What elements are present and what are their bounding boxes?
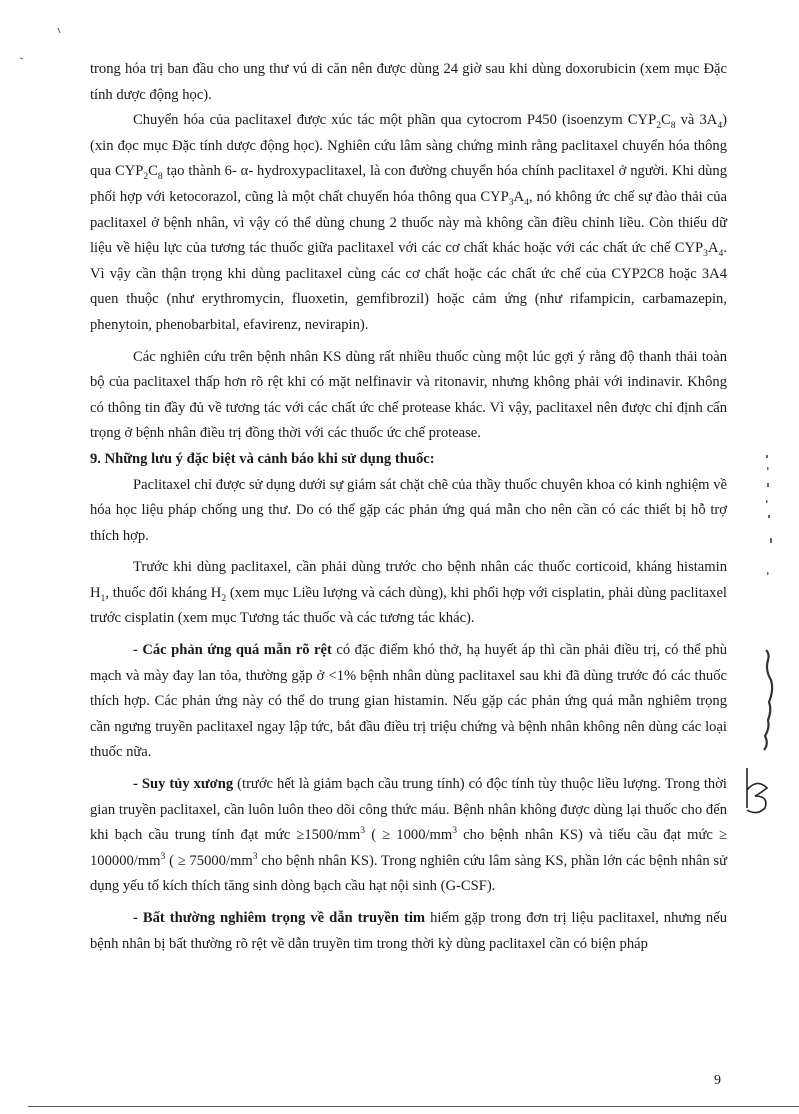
term-bone-marrow: - Suy tủy xương	[133, 776, 234, 793]
bottom-rule	[28, 1106, 799, 1107]
term-hypersensitivity: - Các phản ứng quá mẫn rõ rệt	[133, 642, 332, 659]
margin-handwriting	[764, 650, 772, 750]
page-number: 9	[714, 1073, 721, 1088]
paragraph-bone-marrow: - Suy tủy xương (trước hết là giảm bạch cầu trung tính) có độc tính tùy thuộc liều lượng. Trong thời gian truyền paclitaxel, cần luôn luôn theo dõi công thức máu. Bệnh nhân không được dùng lại thuốc cho đến khi bạch cầu trung tính đạt mức $\ge 1500/mm^3$ ( ≥ $1000/mm^3$ cho bệnh nhân KS) và tiểu cầu đạt mức ≥ $100000/mm^3$ ( ≥ $75000/mm^3$ cho bệnh nhân KS). Trong nghiên cứu lâm sàng KS, phần lớn các bệnh nhân sử dụng yếu tố kích thích tăng sinh dòng bạch cầu hạt nội sinh (G-CSF).	[90, 776, 727, 895]
scan-speck	[20, 58, 23, 59]
paragraph-ks-patients: Các nghiên cứu trên bệnh nhân KS dùng rất nhiều thuốc cùng một lúc gợi ý rằng độ thanh thải toàn bộ của paclitaxel thấp hơn rõ rệt khi có mặt nelfinavir và ritonavir, nhưng không phải với indinavir. Không có thông tin đầy đủ về tương tác với các chất ức chế protease khác. Vì vậy, paclitaxel nên được chỉ định cẩn trọng ở bệnh nhân điều trị đồng thời với các thuốc ức chế protease.	[90, 348, 727, 442]
section-heading-9: 9. Những lưu ý đặc biệt và cảnh báo khi sử dụng thuốc:	[90, 450, 435, 467]
paragraph-metabolism: Chuyển hóa của paclitaxel được xúc tác một phần qua cytocrom P450 (isoenzym $CYP_2C_8$ và $3A_4$) (xin đọc mục Đặc tính dược động học). Nghiên cứu lâm sàng chứng minh rằng paclitaxel chuyển hóa thông qua $CYP_2C_8$ tạo thành 6- α- hydroxypaclitaxel, là con đường chuyển hóa chính paclitaxel ở người. Khi dùng phối hợp với ketocorazol, cũng là một chất chuyển hóa thông qua $CYP_3A_4$, nó không ức chế sự đào thải của paclitaxel ở bệnh nhân, vì vậy có thể dùng chung 2 thuốc này mà không cần điều chỉnh liều. Còn thiếu dữ liệu về hiệu lực của tương tác thuốc giữa paclitaxel với các cơ chất khác hoặc với các chất ức chế $CYP_3A_4$. Vì vậy cần thận trọng khi dùng paclitaxel cùng các cơ chất hoặc các chất ức chế của CYP2C8 hoặc 3A4 quen thuộc (như erythromycin, fluoxetin, gemfibrozil) hoặc cảm ứng (như rifampicin, carbamazepin, phenytoin, phenobarbital, efavirenz, nevirapin).	[90, 112, 728, 333]
paragraph-continuation: trong hóa trị ban đầu cho ung thư vú di căn nên được dùng 24 giờ sau khi dùng doxorubicin (xem mục Đặc tính dược động học).	[90, 61, 727, 103]
scan-speck	[58, 28, 60, 33]
paragraph-supervision: Paclitaxel chỉ được sử dụng dưới sự giám sát chặt chẽ của thầy thuốc chuyên khoa có kinh nghiệm về hóa học liệu pháp chống ung thư. Do có thể gặp các phản ứng quá mẫn cho nên cần có các thiết bị hỗ trợ thích hợp.	[90, 476, 727, 544]
margin-marks	[766, 455, 772, 575]
paragraph-cardiac: - Bất thường nghiêm trọng về dẫn truyền tim hiếm gặp trong đơn trị liệu paclitaxel, nhưng nếu bệnh nhân bị bất thường rõ rệt về dẫn truyền tim trong thời kỳ dùng paclitaxel cần có biện pháp	[90, 910, 727, 952]
term-cardiac: - Bất thường nghiêm trọng về dẫn truyền tim	[133, 910, 426, 926]
paragraph-premedication: Trước khi dùng paclitaxel, cần phải dùng trước cho bệnh nhân các thuốc corticoid, kháng histamin $H_1$, thuốc đối kháng $H_2$ (xem mục Liều lượng và cách dùng), khi phối hợp với cisplatin, phải dùng paclitaxel trước cisplatin (xem mục Tương tác thuốc và các tương tác khác).	[90, 559, 727, 627]
body-text	[90, 57, 727, 957]
initials-mark	[747, 768, 767, 813]
paragraph-hypersensitivity: - Các phản ứng quá mẫn rõ rệt có đặc điểm khó thở, hạ huyết áp thì cần phải điều trị, có thể phù mạch và mày đay lan tỏa, thường gặp ở <1% bệnh nhân dùng paclitaxel sau khi đã dùng trước đó các thuốc thích hợp. Các phản ứng này có thể do trung gian histamin. Nếu gặp các phản ứng quá mẫn nghiêm trọng cần ngưng truyền paclitaxel ngay lập tức, bắt đầu điều trị triệu chứng và bệnh nhân không nên dùng các loại thuốc nữa.	[90, 642, 728, 761]
